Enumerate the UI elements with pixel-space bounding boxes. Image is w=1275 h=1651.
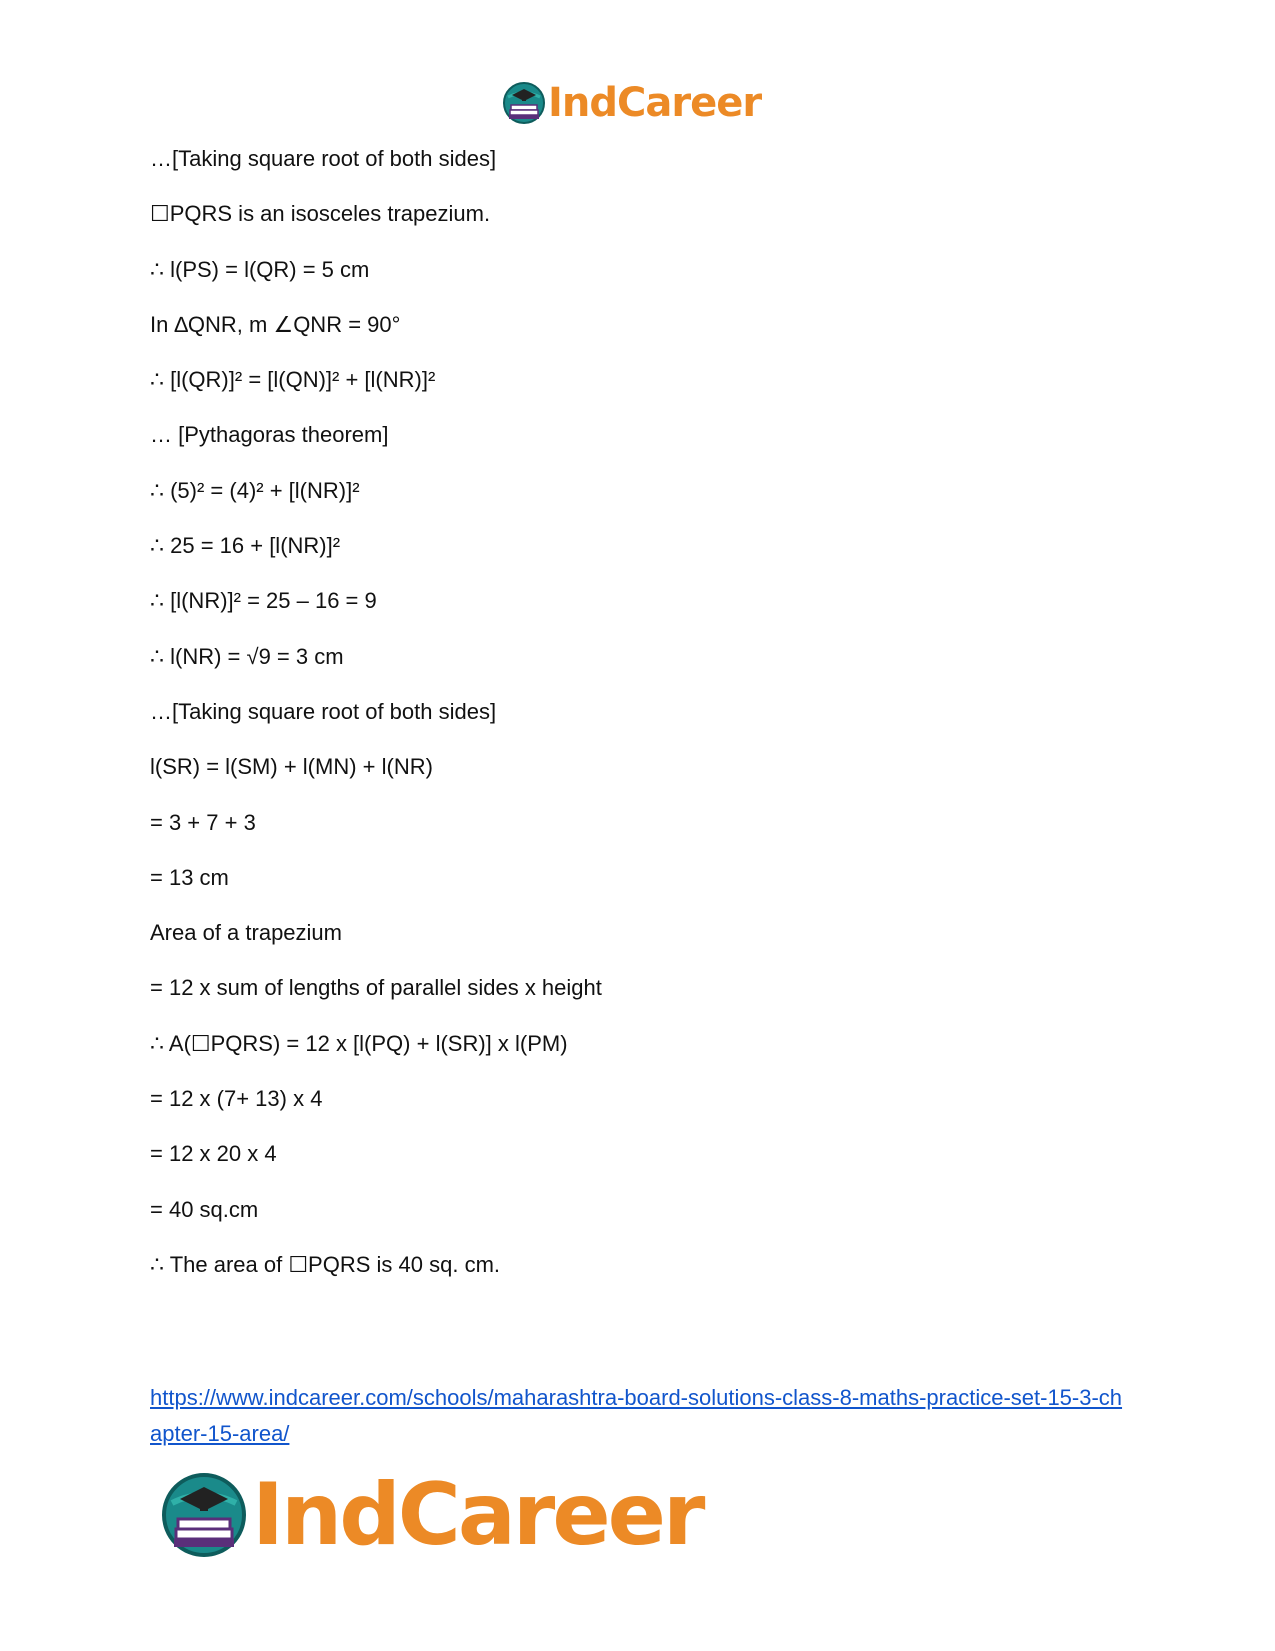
solution-line: In ∆QNR, m ∠QNR = 90° (150, 311, 401, 337)
solution-line: …[Taking square root of both sides] (150, 698, 497, 724)
solution-line: = 12 x sum of lengths of parallel sides x height (150, 975, 602, 1001)
solution-line: ∴ (5)² = (4)² + [l(NR)]² (150, 477, 360, 503)
solution-line: = 40 sq.cm (150, 1196, 259, 1222)
solution-body (150, 146, 1130, 1307)
source-link[interactable]: https://www.indcareer.com/schools/maharashtra-board-solutions-class-8-maths-practice-set-15-3-chapter-15-area/ (150, 1385, 1123, 1446)
solution-line: ∴ l(PS) = l(QR) = 5 cm (150, 256, 370, 282)
solution-line: ☐PQRS is an isosceles trapezium. (150, 201, 491, 227)
footer-logo-text: IndCareer (252, 1465, 703, 1565)
solution-line: ∴ [l(QR)]² = [l(QN)]² + [l(NR)]² (150, 367, 436, 393)
solution-line: Area of a trapezium (150, 920, 342, 946)
footer-logo (160, 1465, 702, 1565)
globe-book-icon (502, 81, 546, 125)
header-logo (502, 78, 761, 128)
solution-line: ∴ A(☐PQRS) = 12 x [l(PQ) + l(SR)] x l(PM) (150, 1030, 568, 1056)
globe-book-icon (160, 1471, 248, 1559)
header-logo-text: IndCareer (548, 80, 762, 126)
solution-line: = 12 x 20 x 4 (150, 1141, 277, 1167)
solution-line: l(SR) = l(SM) + l(MN) + l(NR) (150, 754, 433, 780)
solution-line: ∴ [l(NR)]² = 25 – 16 = 9 (150, 588, 377, 614)
solution-line: …[Taking square root of both sides] (150, 146, 497, 171)
solution-line: = 13 cm (150, 864, 229, 890)
solution-line: ∴ The area of ☐PQRS is 40 sq. cm. (150, 1251, 501, 1277)
solution-line: = 12 x (7+ 13) x 4 (150, 1086, 323, 1112)
solution-line: … [Pythagoras theorem] (150, 422, 389, 448)
solution-line: ∴ l(NR) = √9 = 3 cm (150, 643, 344, 669)
solution-line: ∴ 25 = 16 + [l(NR)]² (150, 533, 341, 559)
solution-line: = 3 + 7 + 3 (150, 809, 256, 835)
